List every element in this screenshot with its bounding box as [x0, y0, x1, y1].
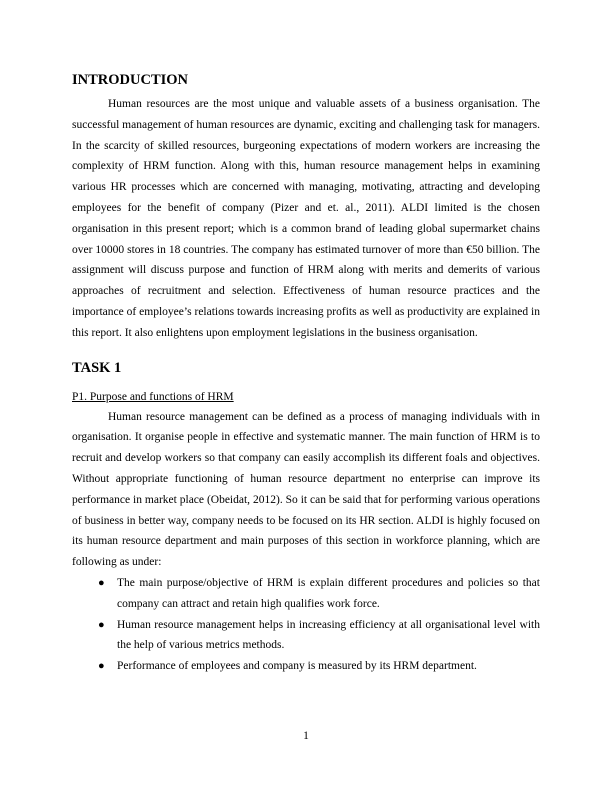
- list-item: [72, 573, 540, 615]
- list-item-text: Human resource management helps in increasing efficiency at all organisational level with the help of various metrics methods.: [117, 618, 540, 652]
- list-item-text: The main purpose/objective of HRM is explain different procedures and policies so that company can attract and retain high qualifies work force.: [117, 576, 540, 610]
- document-page: [72, 70, 540, 677]
- list-item: [72, 615, 540, 657]
- bullet-icon: ●: [98, 618, 105, 631]
- list-item: [72, 656, 540, 677]
- introduction-paragraph: Human resources are the most unique and valuable assets of a business organisation. The successful management of human resources are dynamic, exciting and challenging task for managers. In the scarcity of skilled resources, burgeoning expectations of modern workers are increasing the complexity of HRM function. Along with this, human resource management helps in examining various HR processes which are concerned with managing, motivating, attracting and developing employees for the benefit of company (Pizer and et. al., 2011). ALDI limited is the chosen organisation in this present report; which is a common brand of leading global supermarket chains over 10000 stores in 18 countries. The company has estimated turnover of more than €50 billion. The assignment will discuss purpose and function of HRM along with merits and demerits of various approaches of recruitment and selection. Effectiveness of human resource practices and the importance of employee’s relations towards increasing profits as well as productivity are explained in this report. It also enlightens upon employment legislations in the business organisation.: [72, 98, 540, 339]
- task1-bullet-list: [72, 573, 540, 677]
- list-item-text: Performance of employees and company is measured by its HRM department.: [117, 660, 477, 673]
- introduction-heading: INTRODUCTION: [72, 72, 189, 88]
- bullet-icon: ●: [98, 576, 105, 589]
- bullet-icon: ●: [98, 660, 105, 673]
- task1-subheading: P1. Purpose and functions of HRM: [72, 390, 234, 403]
- page-number: 1: [303, 730, 309, 742]
- task1-heading: TASK 1: [72, 359, 122, 376]
- task1-paragraph: Human resource management can be defined as a process of managing individuals with in organisation. It organise people in effective and systematic manner. The main function of HRM is to recruit and develop workers so that company can easily accomplish its different foals and objectives. Without appropriate functioning of human resource department no enterprise can improve its performance in market place (Obeidat, 2012). So it can be said that for performing various operations of business in better way, company needs to be focused on its HR section. ALDI is highly focused on its human resource department and main purposes of this section in workforce planning, which are following as under:: [72, 410, 540, 569]
